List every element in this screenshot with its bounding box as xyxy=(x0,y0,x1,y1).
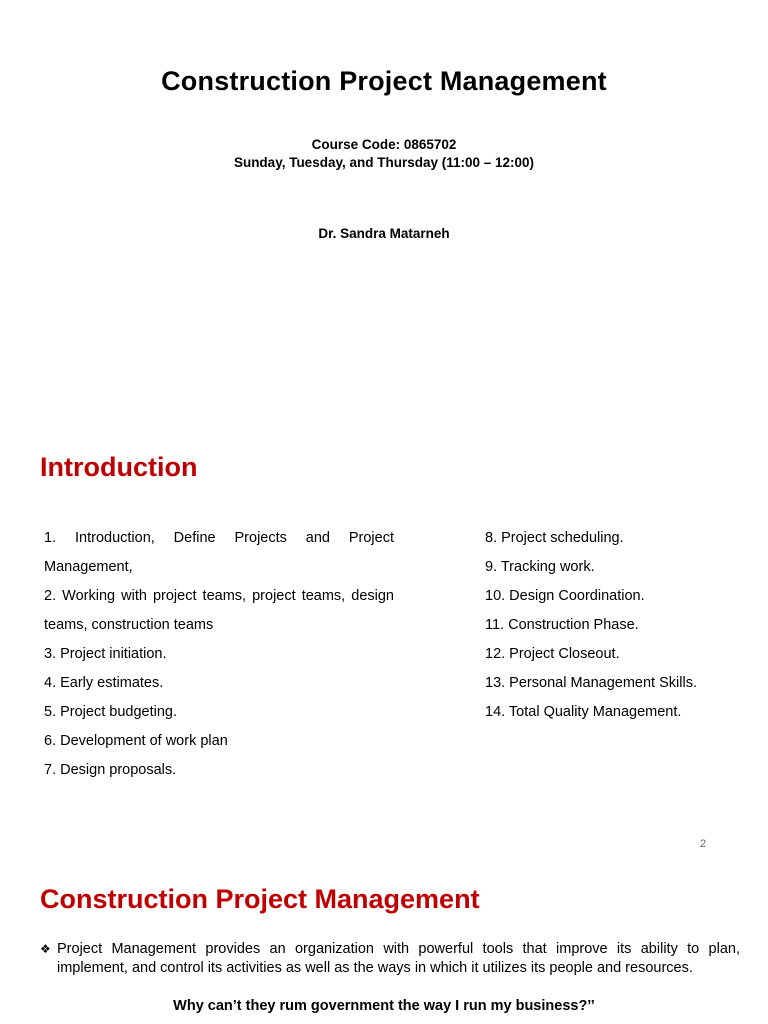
instructor-name: Dr. Sandra Matarneh xyxy=(318,226,450,241)
topic-item: 13. Personal Management Skills. xyxy=(485,675,697,691)
introduction-heading: Introduction xyxy=(40,452,198,482)
topic-item: 6. Development of work plan xyxy=(44,733,228,749)
cpm-heading: Construction Project Management xyxy=(40,884,480,914)
quote-text: Why can’t they rum government the way I run my business?’’ xyxy=(173,998,595,1014)
page-number: 2 xyxy=(700,838,707,850)
topic-item: 4. Early estimates. xyxy=(44,675,164,691)
topic-item: 3. Project initiation. xyxy=(44,646,167,662)
course-code: Course Code: 0865702 xyxy=(311,137,457,152)
topic-item: 12. Project Closeout. xyxy=(485,646,620,662)
topic-item: 1. Introduction, Define Projects and Project Management, xyxy=(44,530,394,575)
title-slide xyxy=(0,0,768,420)
topic-item: 2. Working with project teams, project teams, design teams, construction teams xyxy=(44,588,394,633)
topics-list-left xyxy=(44,524,394,785)
topic-item: 7. Design proposals. xyxy=(44,762,177,778)
topic-item: 11. Construction Phase. xyxy=(485,617,639,633)
cpm-overview-slide xyxy=(0,860,768,1024)
topics-list-right xyxy=(485,524,745,727)
topic-item: 14. Total Quality Management. xyxy=(485,704,682,720)
diamond-bullet-icon: ❖ xyxy=(40,942,51,956)
course-title: Construction Project Management xyxy=(161,66,607,96)
topic-item: 8. Project scheduling. xyxy=(485,530,624,546)
bullet-text: Project Management provides an organization with powerful tools that improve its ability to plan, implement, and control its activities as well as the ways in which it utilizes its people and resources. xyxy=(57,941,740,976)
course-schedule: Sunday, Tuesday, and Thursday (11:00 – 12:00) xyxy=(233,155,535,170)
bullet-point xyxy=(40,940,740,978)
introduction-slide xyxy=(0,420,768,860)
topic-item: 5. Project budgeting. xyxy=(44,704,178,720)
topic-item: 9. Tracking work. xyxy=(485,559,595,575)
topic-item: 10. Design Coordination. xyxy=(485,588,645,604)
